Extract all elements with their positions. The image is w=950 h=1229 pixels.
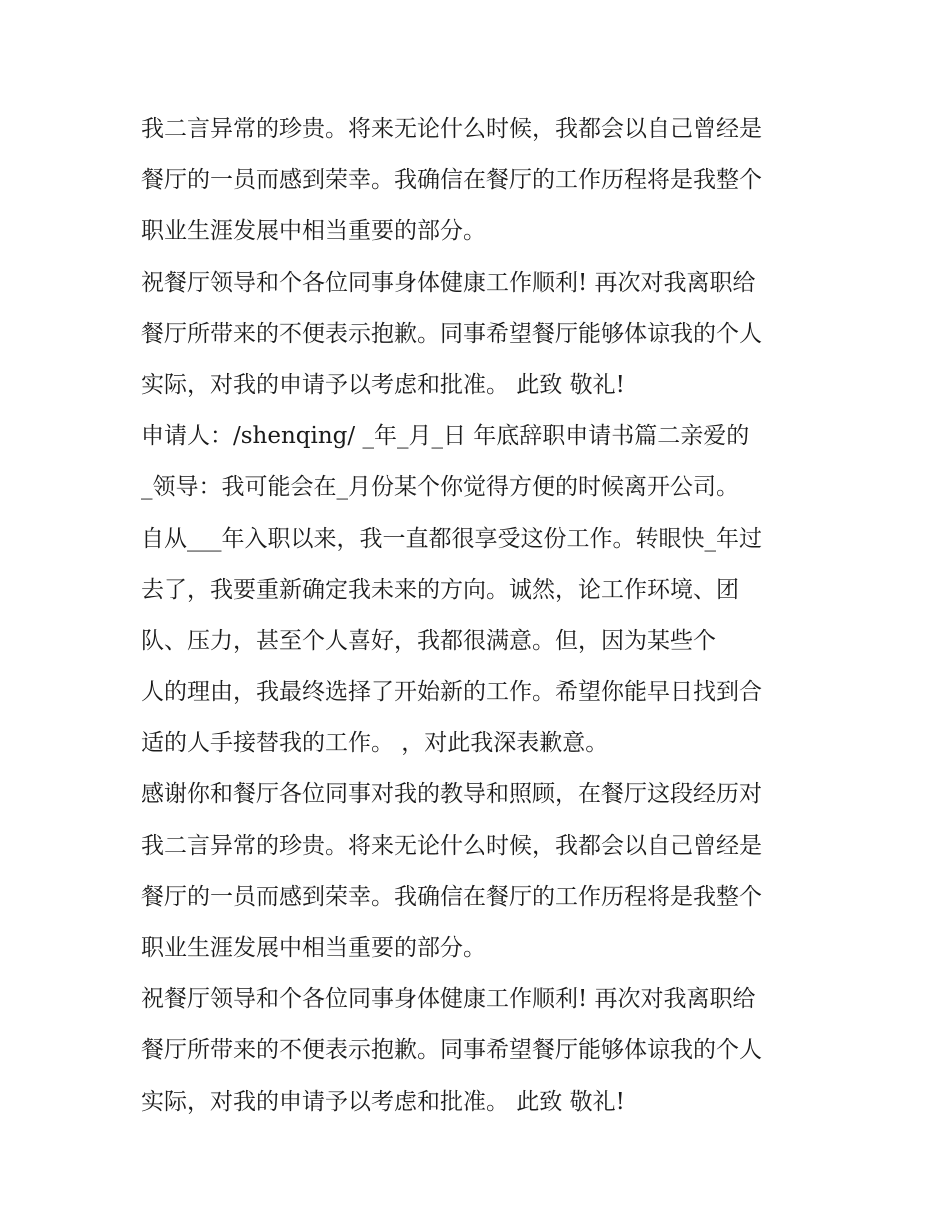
text-line: 餐厅所带来的不便表示抱歉。同事希望餐厅能够体谅我的个人: [141, 320, 762, 347]
document-body: [141, 104, 821, 1128]
text-line: 适的人手接替我的工作。 ，对此我深表歉意。: [141, 730, 609, 757]
text-line: 我二言异常的珍贵。将来无论什么时候，我都会以自己曾经是: [141, 832, 762, 859]
text-line: 申请人：/shenqing/ _年_月_日 年底辞职申请书篇二亲爱的: [141, 423, 750, 450]
text-line: 队、压力，甚至个人喜好，我都很满意。但，因为某些个: [141, 627, 716, 654]
text-line: _领导：我可能会在_月份某个你觉得方便的时候离开公司。: [141, 474, 739, 501]
text-line: 餐厅所带来的不便表示抱歉。同事希望餐厅能够体谅我的个人: [141, 1037, 762, 1064]
text-line: 职业生涯发展中相当重要的部分。: [141, 218, 486, 245]
text-line: 祝餐厅领导和个各位同事身体健康工作顺利! 再次对我离职给: [141, 269, 756, 296]
text-line: 人的理由，我最终选择了开始新的工作。希望你能早日找到合: [141, 679, 762, 706]
text-line: 实际，对我的申请予以考虑和批准。 此致 敬礼!: [141, 371, 625, 398]
text-line: 去了，我要重新确定我未来的方向。诚然，论工作环境、团: [141, 576, 739, 603]
text-line: 餐厅的一员而感到荣幸。我确信在餐厅的工作历程将是我整个: [141, 883, 762, 910]
text-line: 我二言异常的珍贵。将来无论什么时候，我都会以自己曾经是: [141, 116, 762, 142]
text-line: 自从___年入职以来，我一直都很享受这份工作。转眼快_年过: [141, 525, 762, 552]
text-line: 餐厅的一员而感到荣幸。我确信在餐厅的工作历程将是我整个: [141, 167, 762, 194]
text-line: 实际，对我的申请予以考虑和批准。 此致 敬礼!: [141, 1088, 625, 1115]
text-line: 职业生涯发展中相当重要的部分。: [141, 935, 486, 961]
text-line: 感谢你和餐厅各位同事对我的教导和照顾，在餐厅这段经历对: [141, 781, 762, 808]
text-line: 祝餐厅领导和个各位同事身体健康工作顺利! 再次对我离职给: [141, 986, 756, 1013]
